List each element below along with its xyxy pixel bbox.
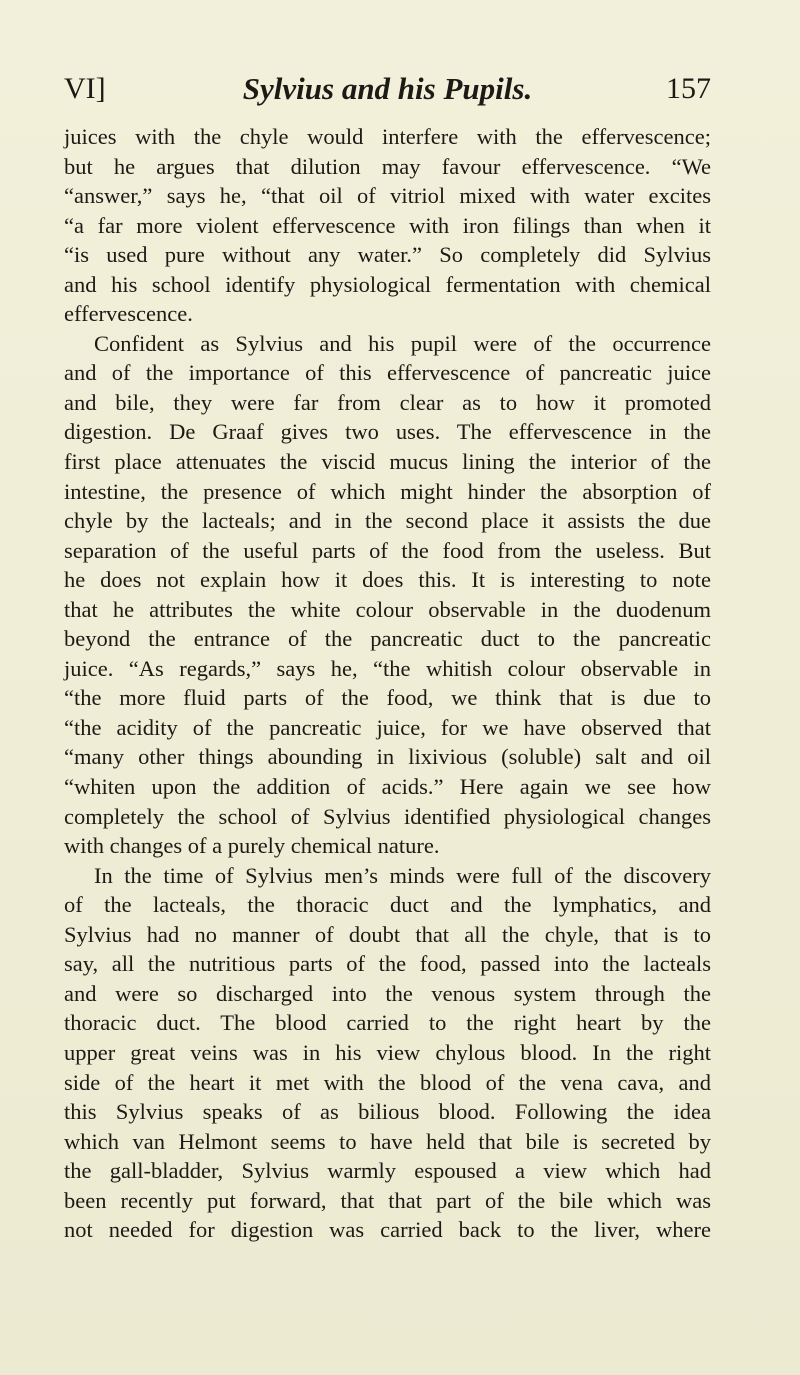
text-line: been recently put forward, that that part of the bile which was [64,1187,711,1213]
text-line: side of the heart it met with the blood of the vena cava, and [64,1069,711,1095]
text-line: upper great veins was in his view chylous blood. In the right [64,1039,711,1065]
chapter-number: VI] [64,72,106,105]
text-line: which van Helmont seems to have held that bile is secreted by [64,1128,711,1154]
text-line: and bile, they were far from clear as to how it promoted [64,389,711,415]
text-line: and of the importance of this effervescence of pancreatic juice [64,360,711,386]
text-line: beyond the entrance of the pancreatic duct to the pancreatic [64,626,711,652]
text-line: of the lacteals, the thoracic duct and the lymphatics, and [64,892,711,918]
text-line: and his school identify physiological fermentation with chemical [64,271,711,297]
page-header [64,66,711,112]
running-title: Sylvius and his Pupils. [242,71,533,106]
text-line: separation of the useful parts of the food from the useless. But [64,537,711,563]
text-line: digestion. De Graaf gives two uses. The effervescence in the [64,419,711,445]
text-line: chyle by the lacteals; and in the second place it assists the due [64,508,711,534]
text-line: but he argues that dilution may favour effervescence. “We [64,153,711,179]
text-line: “many other things abounding in lixivious (soluble) salt and oil [64,744,711,770]
text-line: with changes of a purely chemical nature. [64,833,440,859]
text-line: “whiten upon the addition of acids.” Here again we see how [64,774,711,800]
text-line: he does not explain how it does this. It is interesting to note [64,567,711,593]
text-line: intestine, the presence of which might hinder the absorption of [64,478,711,504]
page-number: 157 [666,72,711,105]
text-line: effervescence. [64,301,193,327]
text-line: the gall-bladder, Sylvius warmly espoused a view which had [64,1158,711,1184]
text-line: “is used pure without any water.” So completely did Sylvius [64,242,711,268]
text-line: completely the school of Sylvius identified physiological changes [64,803,711,829]
text-line: “the acidity of the pancreatic juice, for we have observed that [64,714,711,740]
text-line: “a far more violent effervescence with iron filings than when it [64,212,711,238]
text-line: say, all the nutritious parts of the food, passed into the lacteals [64,951,711,977]
text-line: “answer,” says he, “that oil of vitriol mixed with water excites [64,183,711,209]
text-line: not needed for digestion was carried back to the liver, where [64,1217,711,1243]
text-line: first place attenuates the viscid mucus lining the interior of the [64,449,711,475]
text-line: In the time of Sylvius men’s minds were full of the discovery [94,862,711,888]
text-line: and were so discharged into the venous system through the [64,980,711,1006]
text-line: “the more fluid parts of the food, we think that is due to [64,685,711,711]
text-line: Confident as Sylvius and his pupil were of the occurrence [94,330,711,356]
text-line: thoracic duct. The blood carried to the right heart by the [64,1010,711,1036]
text-line: juice. “As regards,” says he, “the whitish colour observable in [64,655,711,681]
text-line: that he attributes the white colour observable in the duodenum [64,596,711,622]
body-text [64,122,711,1245]
text-line: Sylvius had no manner of doubt that all the chyle, that is to [64,921,711,947]
text-line: this Sylvius speaks of as bilious blood. Following the idea [64,1099,711,1125]
text-line: juices with the chyle would interfere with the effervescence; [64,124,711,149]
